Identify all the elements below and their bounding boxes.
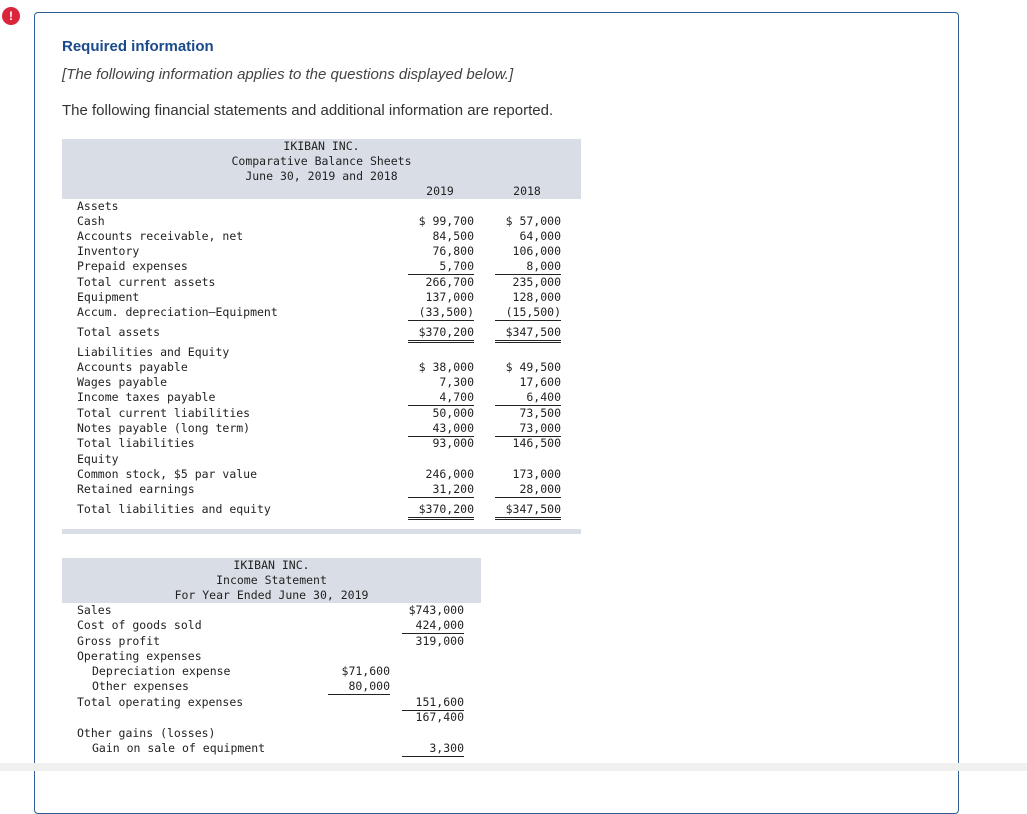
balance-sheet-value-2018: 146,500 xyxy=(512,436,561,450)
balance-sheet-value-2018: 73,000 xyxy=(495,421,561,437)
income-statement-row-label: Other gains (losses) xyxy=(77,726,216,740)
balance-sheet-value-2018: 128,000 xyxy=(512,290,561,304)
income-statement-value-outer: 3,300 xyxy=(402,741,464,757)
balance-sheet-value-2018: 235,000 xyxy=(512,275,561,289)
income-statement-row-label: Other expenses xyxy=(92,679,189,693)
income-statement-title: Income Statement xyxy=(216,573,327,587)
required-information-title: Required information xyxy=(62,38,214,55)
balance-sheet-value-2018: 17,600 xyxy=(519,375,561,389)
balance-sheet-value-2019: (33,500) xyxy=(408,305,474,321)
balance-sheet-value-2018: 28,000 xyxy=(495,482,561,498)
balance-sheet-value-2018: 106,000 xyxy=(512,244,561,258)
balance-sheet-row-label: Accum. depreciation—Equipment xyxy=(77,305,278,319)
balance-sheet-value-2018: $ 49,500 xyxy=(505,360,561,374)
balance-sheet-value-2018: $347,500 xyxy=(495,325,561,343)
balance-sheet-row-label: Retained earnings xyxy=(77,482,195,496)
balance-sheet-row-label: Assets xyxy=(77,199,119,213)
income-statement-row-label: Depreciation expense xyxy=(92,664,231,678)
balance-sheet-row-label: Accounts payable xyxy=(77,360,188,374)
balance-sheet-row-label: Income taxes payable xyxy=(77,390,216,404)
horizontal-scrollbar[interactable] xyxy=(0,763,1027,771)
balance-sheet-value-2019: 76,800 xyxy=(432,244,474,258)
income-statement-row-label: Gross profit xyxy=(77,634,161,648)
balance-sheet-value-2019: $370,200 xyxy=(408,502,474,520)
balance-sheet-row-label: Total current assets xyxy=(77,275,216,289)
balance-sheet-value-2019: 5,700 xyxy=(408,259,474,275)
balance-sheet-value-2018: 64,000 xyxy=(519,229,561,243)
income-statement-value-inner: 80,000 xyxy=(328,679,390,695)
income-statement-row-label: Total operating expenses xyxy=(77,695,244,709)
balance-sheet-value-2019: 7,300 xyxy=(439,375,474,389)
balance-sheet-value-2019: 43,000 xyxy=(408,421,474,437)
balance-sheet-col-2019: 2019 xyxy=(426,184,454,198)
balance-sheet-row-label: Inventory xyxy=(77,244,140,258)
alert-icon: ! xyxy=(2,7,20,25)
balance-sheet-row-label: Equipment xyxy=(77,290,140,304)
intro-text: The following financial statements and additional information are reported. xyxy=(62,102,554,119)
income-statement-row-label: Sales xyxy=(77,603,112,617)
balance-sheet-value-2018: 6,400 xyxy=(495,390,561,406)
balance-sheet-value-2018: 73,500 xyxy=(519,406,561,420)
balance-sheet-row-label: Total current liabilities xyxy=(77,406,251,420)
balance-sheet-value-2019: 137,000 xyxy=(425,290,474,304)
balance-sheet-value-2019: $ 38,000 xyxy=(418,360,474,374)
balance-sheet-date: June 30, 2019 and 2018 xyxy=(245,169,398,183)
balance-sheet-col-2018: 2018 xyxy=(513,184,541,198)
balance-sheet-row-label: Accounts receivable, net xyxy=(77,229,244,243)
balance-sheet-value-2019: 84,500 xyxy=(432,229,474,243)
balance-sheet-row-label: Notes payable (long term) xyxy=(77,421,251,435)
income-statement-value-outer: 151,600 xyxy=(402,695,464,711)
income-statement-company: IKIBAN INC. xyxy=(233,558,310,572)
income-statement-row-label: Gain on sale of equipment xyxy=(92,741,266,755)
balance-sheet-row-label: Cash xyxy=(77,214,105,228)
balance-sheet-row-label: Wages payable xyxy=(77,375,168,389)
balance-sheet-value-2018: (15,500) xyxy=(495,305,561,321)
balance-sheet-footer-bar xyxy=(62,529,581,534)
instruction-note: [The following information applies to the questions displayed below.] xyxy=(62,66,514,83)
balance-sheet-row-label: Total liabilities xyxy=(77,436,195,450)
income-statement-row-label: Cost of goods sold xyxy=(77,618,202,632)
balance-sheet-value-2019: 266,700 xyxy=(425,275,474,289)
income-statement-period: For Year Ended June 30, 2019 xyxy=(174,588,369,602)
balance-sheet-row-label: Equity xyxy=(77,452,119,466)
balance-sheet-row-label: Total assets xyxy=(77,325,161,339)
balance-sheet-row-label: Prepaid expenses xyxy=(77,259,188,273)
balance-sheet-company: IKIBAN INC. xyxy=(283,139,360,153)
income-statement-value-outer: 319,000 xyxy=(415,634,464,648)
income-statement-value-outer: $743,000 xyxy=(408,603,464,617)
balance-sheet-value-2019: 246,000 xyxy=(425,467,474,481)
balance-sheet-value-2018: $ 57,000 xyxy=(505,214,561,228)
income-statement-value-inner: $71,600 xyxy=(341,664,390,678)
income-statement-value-outer: 167,400 xyxy=(415,710,464,724)
balance-sheet-title: Comparative Balance Sheets xyxy=(231,154,412,168)
balance-sheet-value-2018: $347,500 xyxy=(495,502,561,520)
balance-sheet-value-2019: 93,000 xyxy=(432,436,474,450)
income-statement-row-label: Operating expenses xyxy=(77,649,202,663)
balance-sheet-value-2019: $370,200 xyxy=(408,325,474,343)
balance-sheet-row-label: Liabilities and Equity xyxy=(77,345,230,359)
balance-sheet-value-2019: $ 99,700 xyxy=(418,214,474,228)
balance-sheet-row-label: Total liabilities and equity xyxy=(77,502,271,516)
balance-sheet-value-2018: 173,000 xyxy=(512,467,561,481)
balance-sheet-row-label: Common stock, $5 par value xyxy=(77,467,258,481)
balance-sheet-value-2019: 4,700 xyxy=(408,390,474,406)
income-statement-value-outer: 424,000 xyxy=(402,618,464,634)
balance-sheet-value-2019: 31,200 xyxy=(408,482,474,498)
balance-sheet-value-2018: 8,000 xyxy=(495,259,561,275)
balance-sheet-value-2019: 50,000 xyxy=(432,406,474,420)
